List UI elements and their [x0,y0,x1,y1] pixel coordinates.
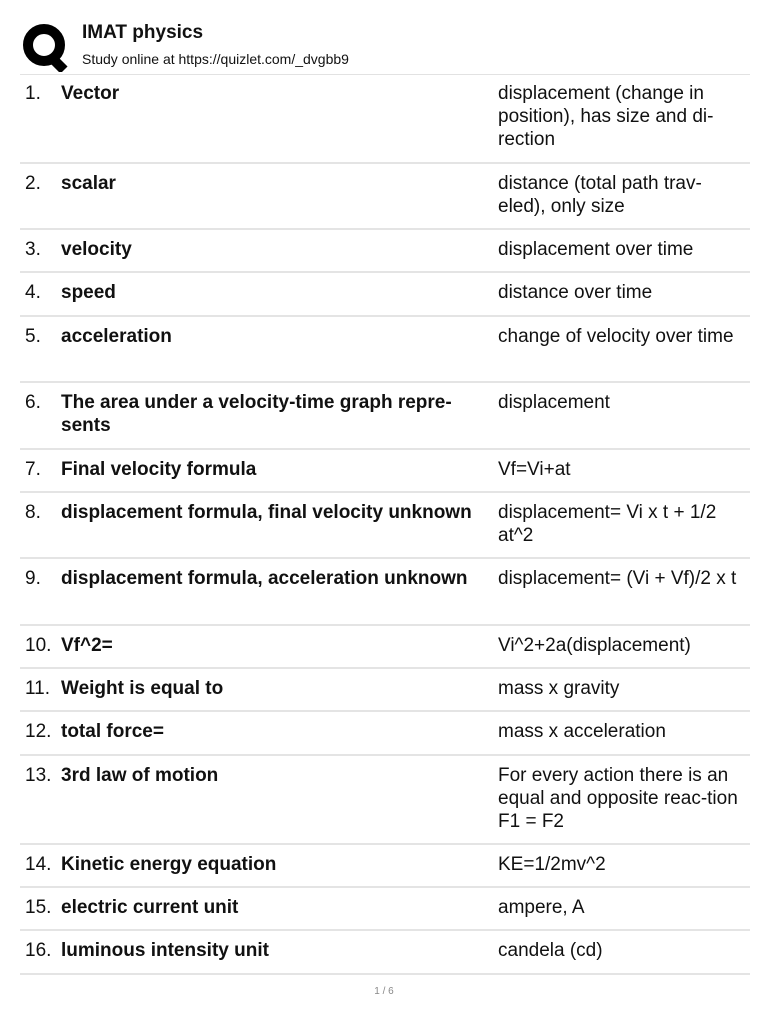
flashcard-row [20,450,750,493]
flashcard-row [20,669,750,712]
card-term: acceleration [61,326,172,347]
card-definition: ampere, A [498,897,585,918]
card-number: 13. [25,765,52,786]
flashcard-row [20,712,750,756]
card-number: 1. [25,83,41,104]
card-term: total force= [61,721,164,742]
card-number: 16. [25,940,52,961]
card-term: displacement formula, acceleration unknown [61,568,468,589]
flashcard-row [20,164,750,230]
card-definition: displacement over time [498,239,694,260]
card-term: luminous intensity unit [61,940,269,961]
card-definition: Vi^2+2a(displacement) [498,635,691,656]
card-definition: KE=1/2mv^2 [498,854,606,875]
page-header [20,18,750,75]
card-definition: For every action there is an equal and opposite reac-tion F1 = F2 [498,765,738,832]
card-number: 8. [25,502,41,523]
flashcard-row [20,317,750,383]
flashcard-row [20,931,750,975]
card-number: 4. [25,282,41,303]
card-number: 6. [25,392,41,413]
card-term: Final velocity formula [61,459,257,480]
card-term: scalar [61,173,116,194]
study-link[interactable]: Study online at https://quizlet.com/_dvgbb9 [82,51,349,67]
card-definition: candela (cd) [498,940,603,961]
flashcard-row [20,888,750,931]
card-term: The area under a velocity-time graph repre-sents [61,392,452,436]
card-definition: distance over time [498,282,653,303]
flashcard-row [20,74,750,164]
card-term: Weight is equal to [61,678,224,699]
flashcard-row [20,845,750,888]
page-number: 1 / 6 [374,986,394,997]
card-definition: distance (total path trav-eled), only size [498,173,702,217]
card-definition: Vf=Vi+at [498,459,571,480]
card-definition: displacement= (Vi + Vf)/2 x t [498,568,737,589]
card-term: velocity [61,239,132,260]
flashcard-row [20,230,750,273]
card-term: displacement formula, final velocity unknown [61,502,472,523]
page-title: IMAT physics [82,22,204,43]
card-number: 5. [25,326,41,347]
card-definition: displacement (change in position), has size and di-rection [498,83,714,150]
flashcard-row [20,626,750,669]
flashcard-list [20,74,750,975]
card-term: speed [61,282,116,303]
card-definition: change of velocity over time [498,326,734,347]
flashcard-row [20,273,750,317]
card-number: 11. [25,678,51,699]
card-number: 12. [25,721,52,742]
flashcard-row [20,756,750,845]
card-number: 14. [25,854,52,875]
card-number: 15. [25,897,52,918]
flashcard-row [20,559,750,626]
card-term: Kinetic energy equation [61,854,277,875]
card-term: 3rd law of motion [61,765,219,786]
card-definition: displacement= Vi x t + 1/2 at^2 [498,502,717,546]
card-definition: mass x gravity [498,678,620,699]
card-number: 2. [25,173,41,194]
card-number: 10. [25,635,52,656]
card-term: Vf^2= [61,635,113,656]
card-term: electric current unit [61,897,239,918]
flashcard-row [20,383,750,450]
card-number: 3. [25,239,41,260]
quizlet-logo-icon [20,22,70,72]
card-definition: displacement [498,392,610,413]
card-term: Vector [61,83,120,104]
card-definition: mass x acceleration [498,721,666,742]
card-number: 9. [25,568,41,589]
card-number: 7. [25,459,41,480]
flashcard-row [20,493,750,559]
